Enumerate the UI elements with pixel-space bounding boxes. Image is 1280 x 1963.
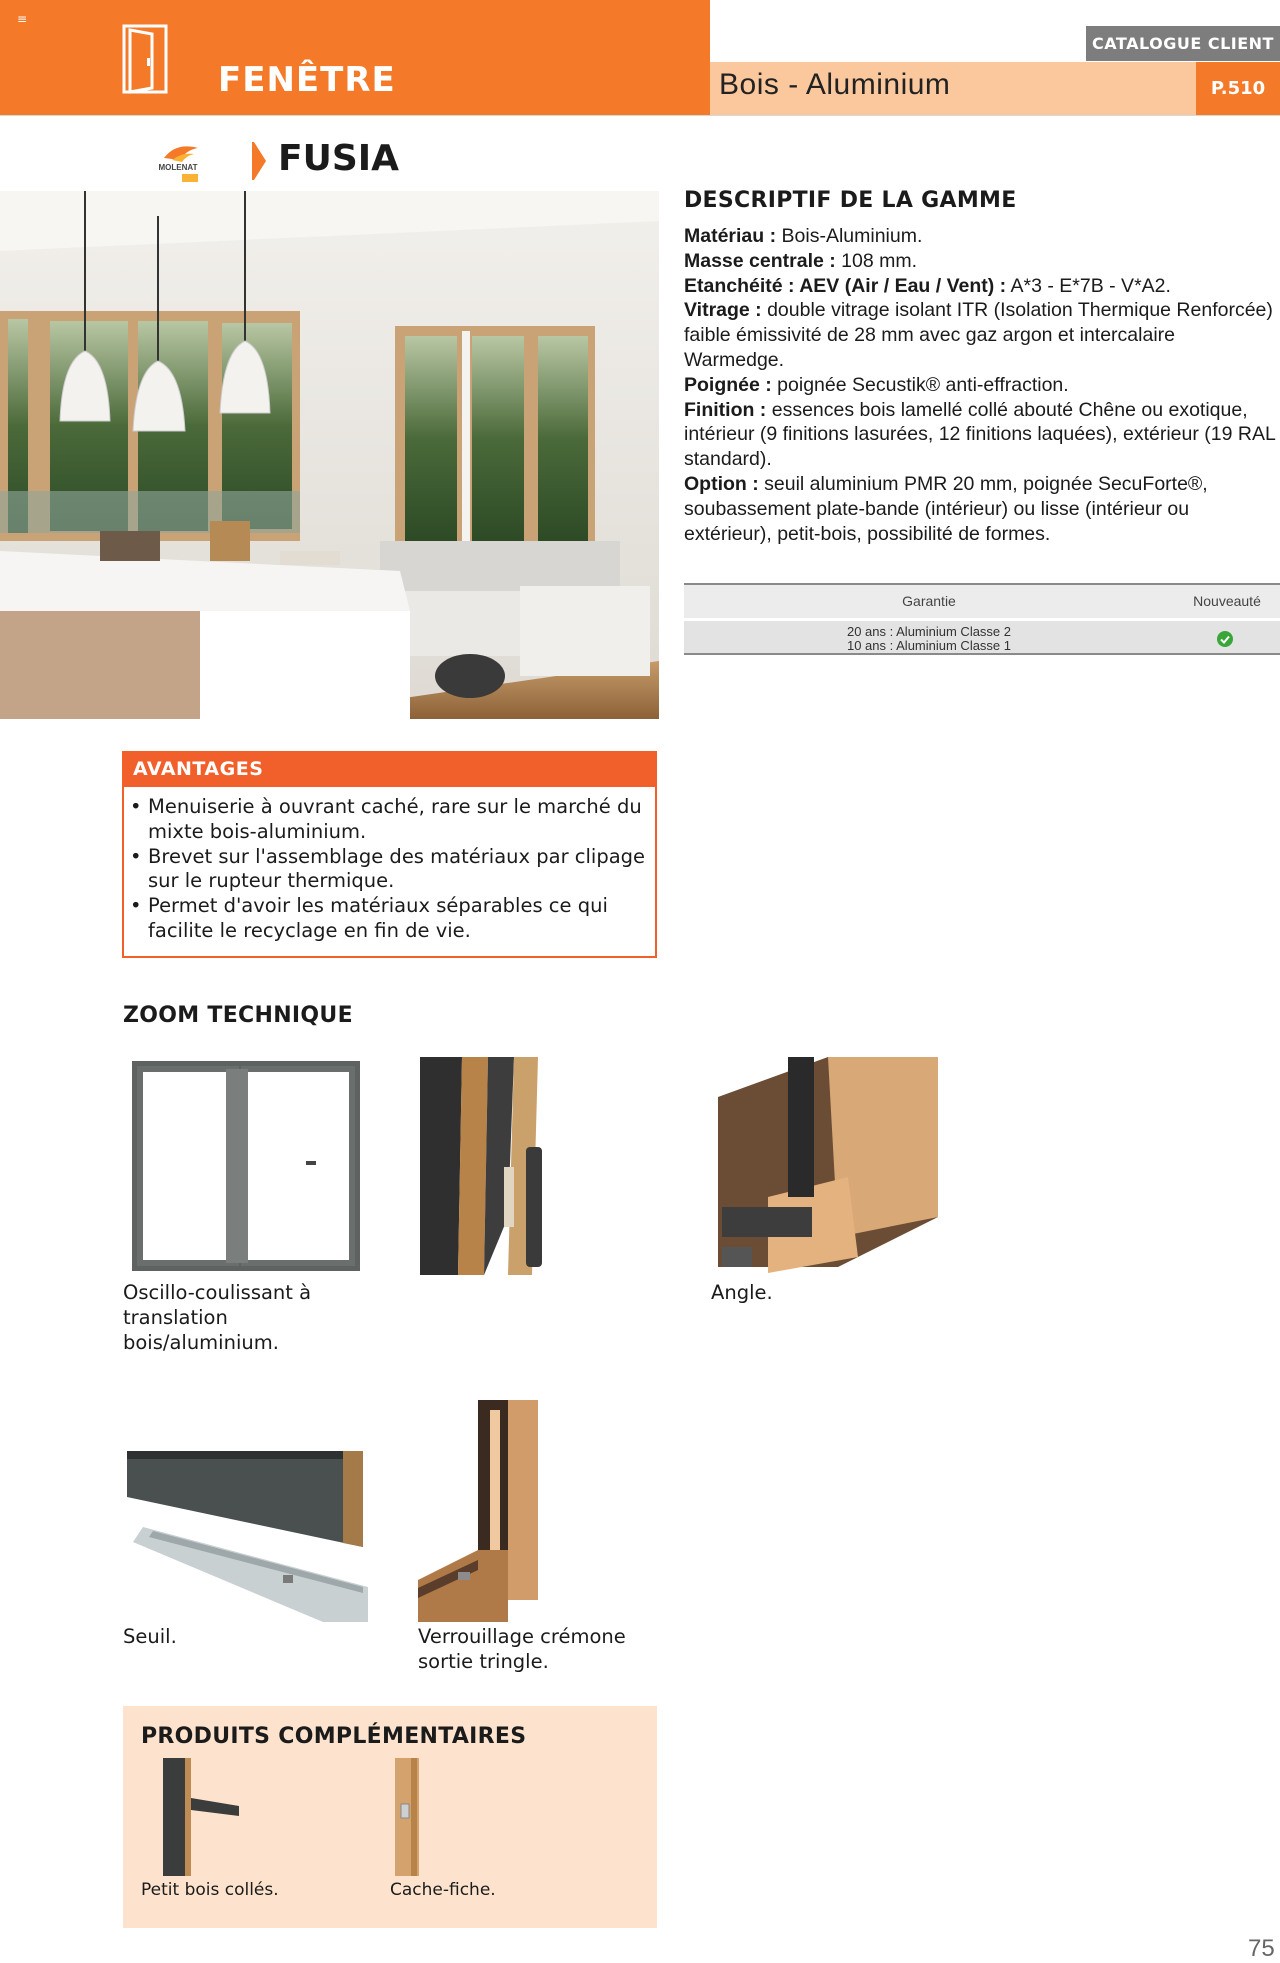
produits-complementaires-box (123, 1706, 657, 1928)
caption-cache-fiche: Cache-fiche. (390, 1880, 496, 1900)
hero-illustration (0, 191, 659, 719)
guarantee-table (684, 583, 1280, 655)
verrouillage-illustration (418, 1400, 560, 1622)
avantages-title: AVANTAGES (124, 751, 655, 787)
oscillo-coulissant-image (126, 1057, 366, 1275)
angle-image (708, 1057, 938, 1275)
caption-verrouillage: Verrouillage crémone sortie tringle. (418, 1625, 626, 1673)
hamburger-icon[interactable]: ≡ (17, 12, 28, 26)
chevron-right-icon (252, 142, 268, 180)
profile-detail-image (418, 1057, 566, 1275)
desc-value: double vitrage isolant ITR (Isolation Thermique Renforcée) faible émissivité de 28 mm avec gaz argon et intercalaire Warmedge. (684, 299, 1273, 371)
desc-label: Matériau : (684, 225, 777, 247)
petit-bois-image (149, 1758, 239, 1876)
cache-fiche-image (393, 1758, 423, 1876)
oscillo-illustration (126, 1057, 366, 1275)
produits-complementaires-title: PRODUITS COMPLÉMENTAIRES (141, 1724, 527, 1749)
description-title: DESCRIPTIF DE LA GAMME (684, 188, 1017, 213)
desc-option (684, 472, 1280, 546)
desc-value: poignée Secustik® anti-effraction. (771, 373, 1069, 396)
list-item: • Menuiserie à ouvrant caché, rare sur le marché du mixte bois-aluminium. (128, 795, 648, 845)
table-header-row (684, 585, 1280, 618)
desc-label: Masse centrale : (684, 249, 836, 272)
page-reference[interactable]: P.510 (1196, 62, 1280, 115)
desc-value: Bois-Aluminium. (776, 225, 923, 247)
avantages-list (128, 795, 648, 944)
verrouillage-image (418, 1400, 560, 1622)
door-icon (122, 24, 168, 94)
list-item: • Permet d'avoir les matériaux séparables ce qui facilite le recyclage en fin de vie. (128, 894, 648, 944)
desc-value: A*3 - E*7B - V*A2. (1006, 274, 1171, 297)
brand-logo-mark (142, 138, 214, 186)
product-name: FUSIA (278, 138, 400, 179)
angle-illustration (708, 1057, 938, 1275)
table-header-garantie: Garantie (902, 593, 956, 609)
caption-oscillo: Oscillo-coulissant à translation bois/aluminium. (123, 1281, 312, 1354)
desc-etancheite (684, 274, 1280, 299)
page-number: 75 (1248, 1935, 1275, 1962)
profile-illustration (418, 1057, 566, 1275)
brand-logo (142, 138, 214, 186)
table-cell-garantie (684, 625, 1174, 653)
desc-vitrage (684, 298, 1280, 372)
catalogue-client-badge: CATALOGUE CLIENT (1086, 26, 1280, 61)
desc-poignee (684, 373, 1280, 398)
hero-living-room-image (0, 191, 659, 719)
caption-angle: Angle. (711, 1281, 773, 1304)
desc-label: Option : (684, 472, 759, 495)
desc-value: essences bois lamellé collé abouté Chêne ou exotique, intérieur (9 finitions lasurées, 12 finitions laquées), extérieur (19 RAL standard). (684, 398, 1276, 471)
garantie-line: 20 ans : Aluminium Classe 2 (846, 624, 1012, 639)
table-row (684, 621, 1280, 655)
category-title: FENÊTRE (218, 60, 396, 100)
list-item: • Brevet sur l'assemblage des matériaux par clipage sur le rupteur thermique. (128, 845, 648, 895)
garantie-line: 10 ans : Aluminium Classe 1 (846, 638, 1012, 653)
desc-label: Finition : (684, 398, 767, 421)
desc-masse-centrale (684, 249, 1280, 274)
desc-materiau (684, 224, 1280, 249)
desc-label: Vitrage : (684, 299, 762, 322)
check-circle-icon (1216, 630, 1234, 648)
desc-label: Etanchéité : AEV (Air / Eau / Vent) : (684, 274, 1007, 297)
desc-finition (684, 398, 1280, 472)
seuil-image (123, 1447, 368, 1622)
caption-seuil: Seuil. (123, 1625, 177, 1648)
header-divider (0, 115, 1280, 116)
desc-value: seuil aluminium PMR 20 mm, poignée SecuForte®, soubassement plate-bande (intérieur) ou lisse (intérieur ou extérieur), petit-bois, possibilité de formes. (684, 472, 1208, 545)
avantages-box (122, 751, 657, 958)
brand-logo-text: MOLENAT (158, 163, 198, 172)
desc-label: Poignée : (684, 373, 772, 396)
table-header-nouveaute: Nouveauté (1193, 593, 1261, 609)
caption-petit-bois: Petit bois collés. (141, 1880, 279, 1900)
desc-value: 108 mm. (835, 249, 918, 272)
zoom-technique-title: ZOOM TECHNIQUE (123, 1003, 353, 1028)
description-body (684, 224, 1280, 546)
seuil-illustration (123, 1447, 368, 1622)
category-subtitle: Bois - Aluminium (719, 68, 951, 101)
